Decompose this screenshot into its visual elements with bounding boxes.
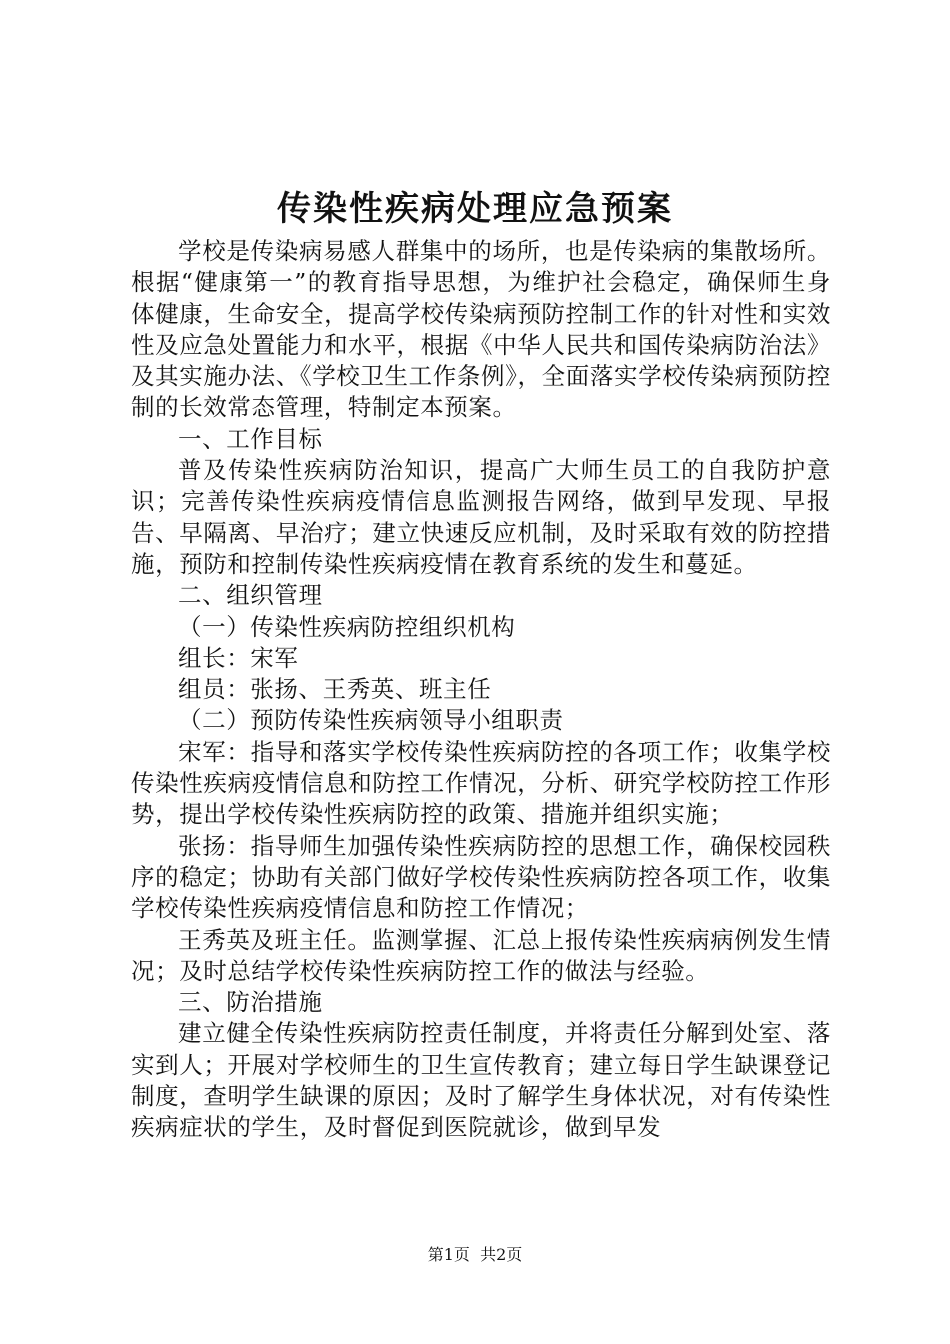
page-footer xyxy=(0,1243,950,1267)
paragraph-duty-songjun: 宋军：指导和落实学校传染性疾病防控的各项工作；收集学校传染性疾病疫情信息和防控工作情况，分析、研究学校防控工作形势，提出学校传染性疾病防控的政策、措施并组织实施； xyxy=(131,737,831,829)
subsection-heading-duties: （二）预防传染性疾病领导小组职责 xyxy=(178,706,564,735)
document-body xyxy=(131,236,831,1144)
team-members-line: 组员：张扬、王秀英、班主任 xyxy=(178,675,492,704)
paragraph-intro: 学校是传染病易感人群集中的场所，也是传染病的集散场所。根据“健康第一”的教育指导思想，为维护社会稳定，确保师生身体健康，生命安全，提高学校传染病预防控制工作的针对性和实效性及应急处置能力和水平，根据《中华人民共和国传染病防治法》及其实施办法、《学校卫生工作条例》，全面落实学校传染病预防控制的长效常态管理，特制定本预案。 xyxy=(131,237,831,422)
subsection-heading-structure: （一）传染性疾病防控组织机构 xyxy=(178,612,516,641)
paragraph-duty-zhangyang: 张扬：指导师生加强传染性疾病防控的思想工作，确保校园秩序的稳定；协助有关部门做好学校传染性疾病防控各项工作，收集学校传染性疾病疫情信息和防控工作情况； xyxy=(131,831,831,923)
paragraph-duty-wangxiuying: 王秀英及班主任。监测掌握、汇总上报传染性疾病病例发生情况；及时总结学校传染性疾病防控工作的做法与经验。 xyxy=(131,925,831,985)
section-heading-measures: 三、防治措施 xyxy=(178,988,323,1017)
section-heading-goals: 一、工作目标 xyxy=(178,424,323,453)
section-heading-organization: 二、组织管理 xyxy=(178,581,323,610)
paragraph-measures: 建立健全传染性疾病防控责任制度，并将责任分解到处室、落实到人；开展对学校师生的卫生宣传教育；建立每日学生缺课登记制度，查明学生缺课的原因；及时了解学生身体状况，对有传染性疾病症状的学生，及时督促到医院就诊，做到早发 xyxy=(131,1019,831,1142)
page-number: 第1页 共2页 xyxy=(427,1245,523,1264)
paragraph-goals: 普及传染性疾病防治知识，提高广大师生员工的自我防护意识；完善传染性疾病疫情信息监测报告网络，做到早发现、早报告、早隔离、早治疗；建立快速反应机制，及时采取有效的防控措施，预防和控制传染性疾病疫情在教育系统的发生和蔓延。 xyxy=(131,456,831,578)
team-leader-line: 组长：宋军 xyxy=(178,643,299,672)
document-title: 传染性疾病处理应急预案 xyxy=(277,189,673,229)
